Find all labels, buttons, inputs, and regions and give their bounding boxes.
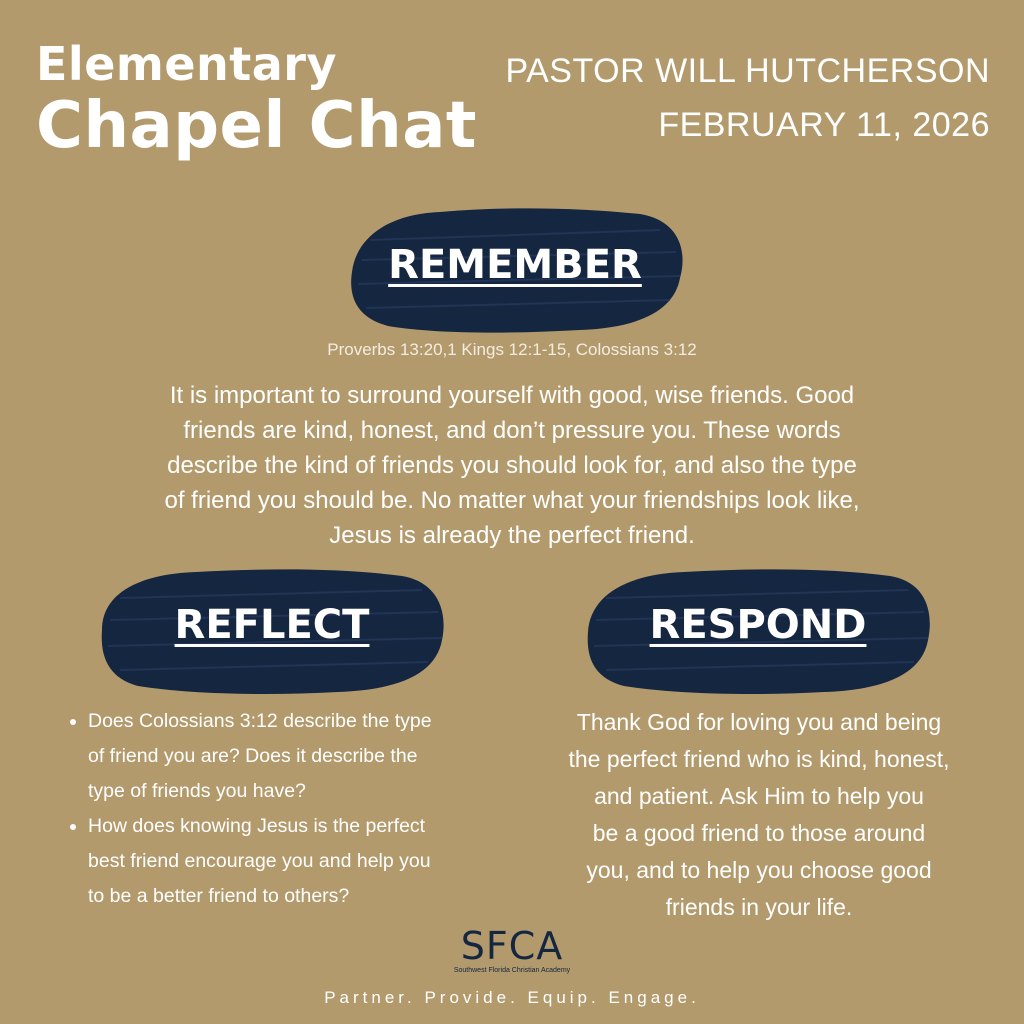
reflect-list — [62, 704, 548, 914]
reflect-heading: REFLECT — [174, 602, 370, 648]
tagline: Partner. Provide. Equip. Engage. — [324, 988, 700, 1007]
list-item — [88, 704, 548, 809]
respond-line: Thank God for loving you and being — [576, 709, 942, 735]
title-block — [36, 38, 477, 162]
title-line-1: Elementary — [36, 37, 337, 91]
remember-line: describe the kind of friends you should look for, and also the type — [167, 452, 857, 479]
meta-block — [505, 44, 990, 152]
reflect-line: Does Colossians 3:12 describe the type — [88, 710, 432, 732]
logo-mark: SFCA — [460, 924, 564, 968]
remember-heading-brush — [340, 200, 690, 340]
reflect-line: to be a better friend to others? — [88, 885, 350, 907]
scripture-references: Proverbs 13:20,1 Kings 12:1-15, Colossians 3:12 — [327, 340, 697, 359]
reflect-line: How does knowing Jesus is the perfect — [88, 815, 426, 837]
remember-line: of friend you should be. No matter what your friendships look like, — [164, 487, 860, 514]
respond-body — [534, 704, 984, 926]
reflect-line: of friend you are? Does it describe the — [88, 745, 418, 767]
reflect-line: best friend encourage you and help you — [88, 850, 431, 872]
respond-line: the perfect friend who is kind, honest, — [568, 746, 950, 772]
title-line-2: Chapel Chat — [36, 89, 477, 163]
remember-body — [100, 378, 924, 553]
list-item — [88, 809, 548, 914]
sfca-logo — [0, 926, 1024, 975]
logo-subtitle: Southwest Florida Christian Academy — [453, 967, 571, 974]
reflect-heading-brush — [92, 560, 452, 700]
remember-line: It is important to surround yourself with good, wise friends. Good — [169, 382, 855, 409]
chapel-date: FEBRUARY 11, 2026 — [658, 106, 990, 144]
remember-line: Jesus is already the perfect friend. — [329, 522, 695, 549]
respond-line: you, and to help you choose good — [586, 857, 932, 883]
respond-line: be a good friend to those around — [592, 820, 926, 846]
respond-line: friends in your life. — [665, 894, 853, 920]
respond-heading-brush — [578, 560, 938, 700]
remember-heading: REMEMBER — [388, 242, 642, 288]
reflect-line: type of friends you have? — [88, 780, 306, 802]
respond-line: and patient. Ask Him to help you — [594, 783, 924, 809]
respond-heading: RESPOND — [649, 602, 867, 648]
remember-line: friends are kind, honest, and don’t pressure you. These words — [183, 417, 841, 444]
speaker-name: PASTOR WILL HUTCHERSON — [505, 52, 990, 90]
